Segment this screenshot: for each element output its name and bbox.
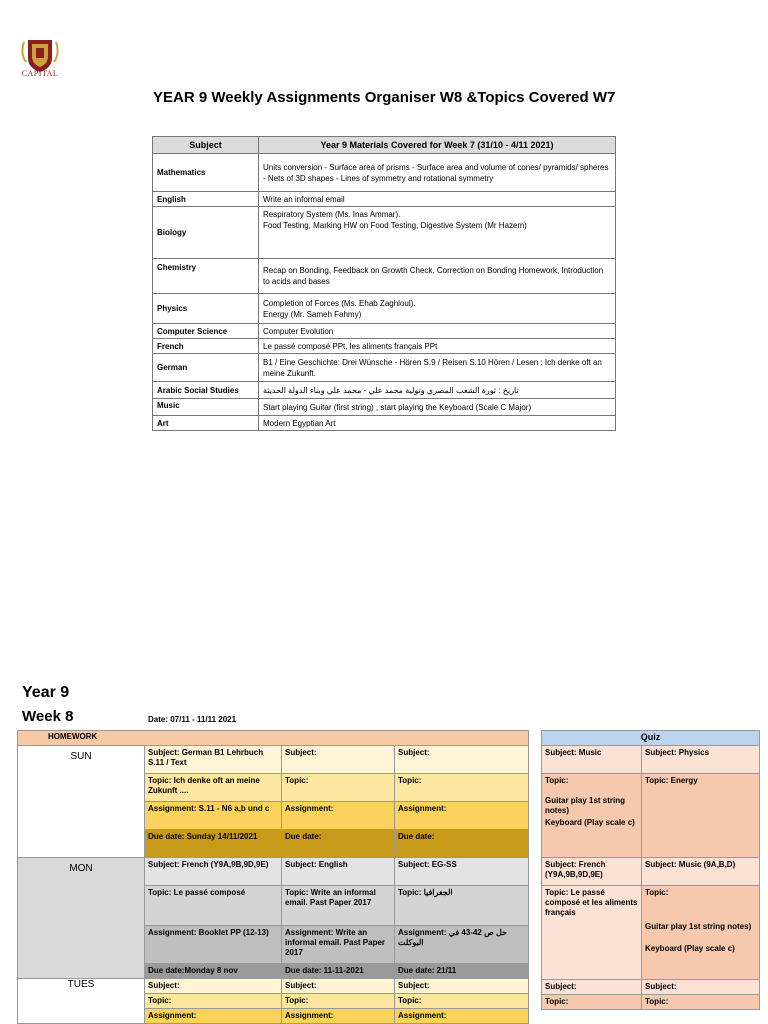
subject-cell: Physics [153,294,259,324]
hw-subject: Subject: [282,979,395,994]
hw-assignment: Assignment: [145,1009,282,1024]
table-row [153,324,616,339]
quiz-subject: Subject: French (Y9A,9B,9D,9E) [542,858,642,886]
quiz-detail: Keyboard (Play scale c) [645,944,735,953]
week-label: Week 8 [22,708,74,725]
hw-assignment: Assignment: [282,1009,395,1024]
content-cell: Write an informal email [259,192,616,207]
table-row [153,399,616,416]
quiz-subject: Subject: Music [542,746,642,774]
homework-table [17,730,529,1024]
hw-topic: Topic: Write an informal email. Past Paper 2017 [282,886,395,926]
quiz-subject: Subject: [642,980,760,995]
subject-cell: Computer Science [153,324,259,339]
table-row [542,858,760,886]
subject-cell: German [153,354,259,382]
table-row [153,192,616,207]
quiz-detail: Keyboard (Play scale c) [545,818,635,827]
quiz-topic-cell [542,774,642,858]
quiz-detail: Guitar play 1st string notes) [645,922,752,931]
quiz-topic: Topic: [642,995,760,1010]
content-cell: Start playing Guitar (first string) , start playing the Keyboard (Scale C Major) [259,399,616,416]
quiz-header-row [542,731,760,746]
hw-due-date: Due date: [282,830,395,858]
hw-subject: Subject: German B1 Lehrbuch S.11 / Text [145,746,282,774]
quiz-detail: Guitar play 1st string notes) [545,796,626,815]
table-row [153,339,616,354]
quiz-topic-cell [642,886,760,980]
table-row [542,746,760,774]
quiz-subject: Subject: Physics [642,746,760,774]
quiz-topic: Topic: Energy [642,774,760,858]
hw-due-date: Due date:Monday 8 nov [145,964,282,979]
hw-topic: Topic: [395,774,529,802]
hw-assignment: Assignment: [282,802,395,830]
logo-text: CAPITAL [21,69,59,78]
table-row [153,354,616,382]
hw-subject: Subject: French (Y9A,9B,9D,9E) [145,858,282,886]
content-cell: Respiratory System (Ms. Inas Ammar). Food Testing, Marking HW on Food Testing, Digestive System (Mr Hazem) [259,207,616,259]
table-header-row [153,137,616,154]
subject-cell: Biology [153,207,259,259]
content-cell: تاريخ : ثورة الشعب المصري وتولية محمد علي - محمد علي وبناء الدولة الحديثة [259,382,616,399]
day-label-mon: MON [18,858,145,979]
subject-cell: Art [153,416,259,431]
table-row [18,746,529,774]
table-row [542,886,760,980]
table-row [153,259,616,294]
content-cell: B1 / Eine Geschichte: Drei Wünsche - Hören S.9 / Reisen S.10 Hören / Lesen : Ich denke oft an meine Zukunft. [259,354,616,382]
hw-topic: Topic: Le passé composé [145,886,282,926]
quiz-topic: Topic: Le passé composé et les aliments français [542,886,642,980]
table-row [18,979,529,994]
subject-cell: French [153,339,259,354]
subject-cell: English [153,192,259,207]
table-row [153,207,616,259]
day-label-sun: SUN [18,746,145,858]
subject-cell: Arabic Social Studies [153,382,259,399]
hw-due-date: Due date: 21/11 [395,964,529,979]
hw-due-date: Due date: Sunday 14/11/2021 [145,830,282,858]
content-cell: Recap on Bonding, Feedback on Growth Check, Correction on Bonding Homework, Introduction to acids and bases [259,259,616,294]
quiz-topic: Topic: [545,776,569,785]
quiz-header: Quiz [542,731,760,746]
header-materials: Year 9 Materials Covered for Week 7 (31/10 - 4/11 2021) [259,137,616,154]
table-row [542,980,760,995]
hw-topic: Topic: Ich denke oft an meine Zukunft .... [145,774,282,802]
hw-assignment: Assignment: Booklet PP (12-13) [145,926,282,964]
page-title: YEAR 9 Weekly Assignments Organiser W8 &Topics Covered W7 [153,89,616,106]
table-row [153,382,616,399]
topics-covered-table [152,136,616,431]
year-label: Year 9 [22,684,70,701]
hw-assignment: Assignment: [395,1009,529,1024]
hw-subject: Subject: [145,979,282,994]
quiz-table [541,730,760,1010]
table-row [153,416,616,431]
content-cell: Modern Egyptian Art [259,416,616,431]
quiz-topic: Topic: [542,995,642,1010]
homework-header-row [18,731,529,746]
table-row [153,154,616,192]
subject-cell: Chemistry [153,259,259,294]
hw-assignment: Assignment: Write an informal email. Past Paper 2017 [282,926,395,964]
hw-assignment: Assignment: حل ص 42-43 في البوكلت [395,926,529,964]
hw-assignment: Assignment: [395,802,529,830]
hw-subject: Subject: EG-SS [395,858,529,886]
hw-topic: Topic: [282,994,395,1009]
table-row [542,995,760,1010]
hw-due-date: Due date: 11-11-2021 [282,964,395,979]
hw-topic: Topic: الجغرافيا [395,886,529,926]
hw-topic: Topic: [145,994,282,1009]
hw-subject: Subject: English [282,858,395,886]
quiz-subject: Subject: [542,980,642,995]
hw-topic: Topic: [282,774,395,802]
hw-subject: Subject: [395,746,529,774]
hw-topic: Topic: [395,994,529,1009]
table-row [542,774,760,858]
quiz-topic: Topic: [645,888,669,897]
content-cell: Completion of Forces (Ms. Ehab Zaghloul). Energy (Mr. Sameh Fahmy) [259,294,616,324]
day-label-tues: TUES [18,979,145,1024]
table-row [18,858,529,886]
table-row [153,294,616,324]
hw-subject: Subject: [282,746,395,774]
homework-header: HOMEWORK [18,731,529,746]
hw-due-date: Due date: [395,830,529,858]
date-range: Date: 07/11 - 11/11 2021 [148,715,237,724]
content-cell: Units conversion - Surface area of prisms - Surface area and volume of cones/ pyramids/ spheres - Nets of 3D shapes - Lines of symmetry and rotational symmetry [259,154,616,192]
header-subject: Subject [153,137,259,154]
quiz-subject: Subject: Music (9A,B,D) [642,858,760,886]
content-cell: Computer Evolution [259,324,616,339]
hw-subject: Subject: [395,979,529,994]
content-cell: Le passé composé PPt, les aliments français PPt [259,339,616,354]
school-crest-logo [14,36,66,90]
subject-cell: Mathematics [153,154,259,192]
hw-assignment: Assignment: S.11 - N6 a,b und c [145,802,282,830]
subject-cell: Music [153,399,259,416]
